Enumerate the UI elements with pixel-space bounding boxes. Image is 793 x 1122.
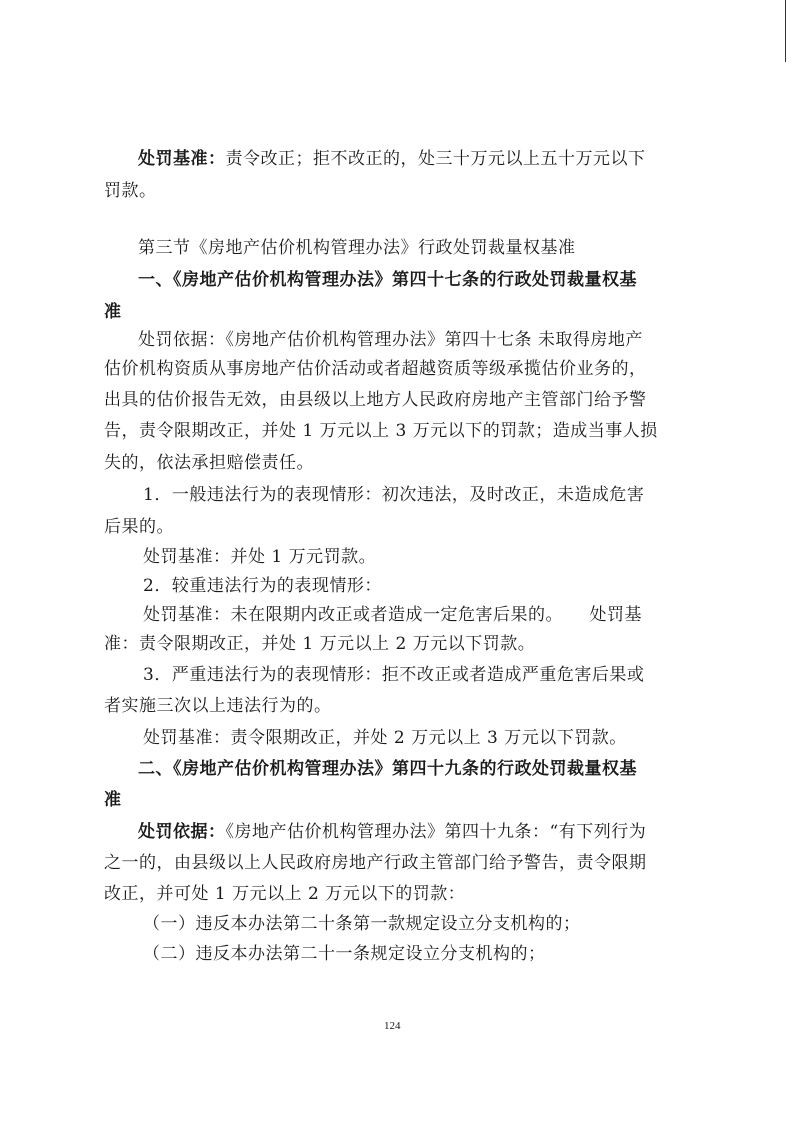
text-line-2: 罚款。 (104, 181, 157, 201)
text-line-14: 2．较重违法行为的表现情形： (143, 576, 382, 596)
subsection-heading-2: 二、《房地产估价机构管理办法》第四十九条的行政处罚裁量权基 (138, 759, 637, 779)
text-line-22 (138, 821, 646, 843)
text-line-23: 之一的，由县级以上人民政府房地产行政主管部门给予警告，责令限期 (104, 853, 647, 873)
text-line-7: 估价机构资质从事房地产估价活动或者超越资质等级承揽估价业务的， (104, 359, 647, 379)
bold-prefix: 处罚依据： (138, 822, 226, 842)
text-line-16: 准：责令限期改正，并处 1 万元以上 2 万元以下罚款。 (104, 634, 536, 654)
text-line-12: 后果的。 (104, 517, 174, 537)
text-line-25: （一）违反本办法第二十条第一款规定设立分支机构的； (143, 914, 581, 934)
text-line-8: 出具的估价报告无效，由县级以上地方人民政府房地产主管部门给予警 (104, 390, 647, 410)
bold-prefix: 处罚基准： (138, 149, 226, 169)
page-number: 124 (384, 1020, 401, 1032)
text-line-11: 1．一般违法行为的表现情形：初次违法，及时改正，未造成危害 (143, 485, 645, 505)
line-rest: 《房地产估价机构管理办法》第四十九条：“有下列行为 (225, 822, 647, 842)
subsection-heading-2-cont: 准 (104, 790, 122, 810)
text-line-10: 失的，依法承担赔偿责任。 (104, 453, 314, 473)
text-line-15: 处罚基准：未在限期内改正或者造成一定危害后果的。 处罚基 (143, 605, 642, 625)
text-line-17: 3．严重违法行为的表现情形：拒不改正或者造成严重危害后果或 (143, 665, 645, 685)
page-edge-line (785, 0, 786, 62)
text-line-9: 告，责令限期改正，并处 1 万元以上 3 万元以下的罚款；造成当事人损 (104, 421, 658, 441)
text-line-1 (138, 148, 646, 170)
text-line-13: 处罚基准：并处 1 万元罚款。 (143, 547, 377, 567)
text-line-19: 处罚基准：责令限期改正，并处 2 万元以上 3 万元以下罚款。 (143, 728, 627, 748)
section-heading: 第三节《房地产估价机构管理办法》行政处罚裁量权基准 (138, 238, 576, 258)
text-line-24: 改正，并可处 1 万元以上 2 万元以下的罚款： (104, 884, 466, 904)
line-rest: 责令改正；拒不改正的，处三十万元以上五十万元以下 (225, 149, 646, 169)
text-line-6: 处罚依据：《房地产估价机构管理办法》第四十七条 未取得房地产 (138, 330, 643, 350)
subsection-heading-1: 一、《房地产估价机构管理办法》第四十七条的行政处罚裁量权基 (138, 270, 637, 290)
subsection-heading-1-cont: 准 (104, 302, 122, 322)
text-line-18: 者实施三次以上违法行为的。 (104, 696, 332, 716)
text-line-26: （二）违反本办法第二十一条规定设立分支机构的； (143, 944, 546, 964)
